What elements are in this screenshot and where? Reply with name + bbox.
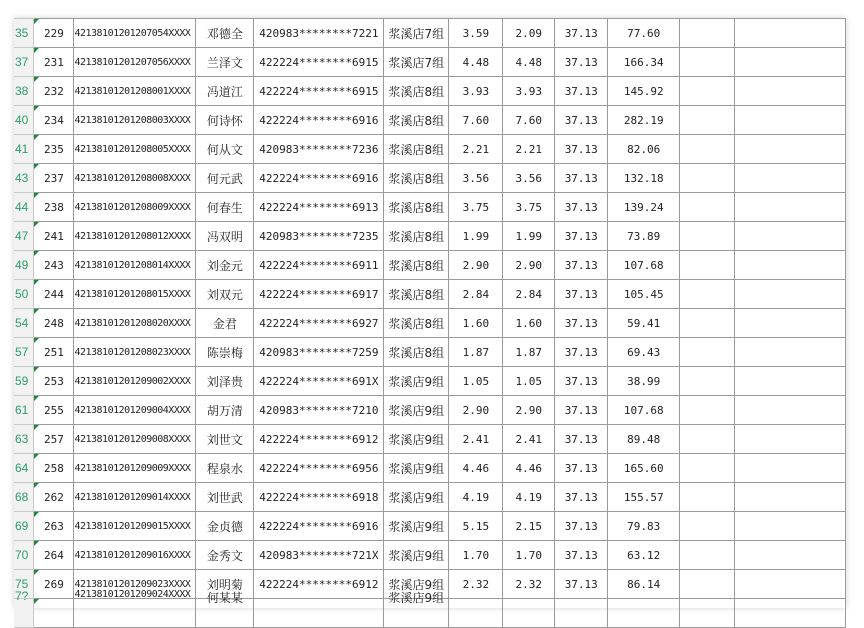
code-cell[interactable]: 42138101201208023XXXX: [74, 338, 196, 367]
id-number-cell[interactable]: 422224********6915: [254, 77, 384, 106]
group-cell[interactable]: 浆溪店8组: [384, 222, 449, 251]
group-cell[interactable]: 浆溪店8组: [384, 77, 449, 106]
empty-cell[interactable]: [680, 599, 735, 628]
value-c-cell[interactable]: 37.13: [555, 19, 608, 48]
row-number[interactable]: 43: [14, 164, 34, 193]
empty-cell[interactable]: [735, 135, 846, 164]
value-b-cell[interactable]: 1.87: [503, 338, 555, 367]
empty-cell[interactable]: [735, 541, 846, 570]
name-cell[interactable]: 刘金元: [196, 251, 254, 280]
empty-cell[interactable]: [735, 599, 846, 628]
id-number-cell[interactable]: 422224********6917: [254, 280, 384, 309]
empty-cell[interactable]: [735, 164, 846, 193]
table-row: [14, 512, 846, 541]
empty-cell[interactable]: [735, 280, 846, 309]
table-row: [14, 164, 846, 193]
value-d-cell[interactable]: 59.41: [608, 309, 680, 338]
id-number-cell[interactable]: 420983********7235: [254, 222, 384, 251]
index-cell[interactable]: 257: [34, 425, 74, 454]
name-cell[interactable]: 金贞德: [196, 512, 254, 541]
value-a-cell[interactable]: 2.84: [449, 280, 503, 309]
empty-cell[interactable]: [680, 106, 735, 135]
index-cell[interactable]: 237: [34, 164, 74, 193]
id-number-cell[interactable]: 422224********6916: [254, 512, 384, 541]
code-cell[interactable]: 42138101201209008XXXX: [74, 425, 196, 454]
value-b-cell[interactable]: 2.15: [503, 512, 555, 541]
value-a-cell[interactable]: 1.99: [449, 222, 503, 251]
empty-cell[interactable]: [735, 222, 846, 251]
group-cell[interactable]: 浆溪店9组: [384, 367, 449, 396]
empty-cell[interactable]: [680, 222, 735, 251]
row-number[interactable]: 75: [14, 570, 34, 599]
id-number-cell[interactable]: 420983********7236: [254, 135, 384, 164]
index-cell[interactable]: 243: [34, 251, 74, 280]
value-a-cell[interactable]: 7.60: [449, 106, 503, 135]
group-cell[interactable]: 浆溪店8组: [384, 338, 449, 367]
name-cell[interactable]: 兰泽文: [196, 48, 254, 77]
code-cell[interactable]: [74, 589, 196, 628]
index-cell[interactable]: 235: [34, 135, 74, 164]
value-a-cell[interactable]: 1.60: [449, 309, 503, 338]
value-d-cell[interactable]: 63.12: [608, 541, 680, 570]
value-d-cell[interactable]: 38.99: [608, 367, 680, 396]
value-d-cell[interactable]: 132.18: [608, 164, 680, 193]
row-number[interactable]: 37: [14, 48, 34, 77]
value-a-cell[interactable]: 3.93: [449, 77, 503, 106]
name-cell[interactable]: 何春生: [196, 193, 254, 222]
empty-cell[interactable]: [680, 135, 735, 164]
row-number[interactable]: 61: [14, 396, 34, 425]
index-cell[interactable]: 253: [34, 367, 74, 396]
empty-cell[interactable]: [680, 541, 735, 570]
value-d-cell[interactable]: 86.14: [608, 570, 680, 599]
empty-cell[interactable]: [680, 19, 735, 48]
name-cell-text: 何某某: [206, 591, 243, 605]
empty-cell[interactable]: [680, 338, 735, 367]
value-b-cell[interactable]: 1.99: [503, 222, 555, 251]
id-number-cell[interactable]: 422224********6912: [254, 570, 384, 599]
code-cell[interactable]: 42138101201209004XXXX: [74, 396, 196, 425]
row-number[interactable]: 50: [14, 280, 34, 309]
name-cell[interactable]: 何元武: [196, 164, 254, 193]
value-a-cell[interactable]: 1.87: [449, 338, 503, 367]
empty-cell[interactable]: [735, 454, 846, 483]
value-a-cell[interactable]: 3.59: [449, 19, 503, 48]
table-row: [14, 106, 846, 135]
value-d-cell[interactable]: 73.89: [608, 222, 680, 251]
value-a-cell[interactable]: 2.32: [449, 570, 503, 599]
row-number[interactable]: 41: [14, 135, 34, 164]
id-number-cell[interactable]: 422224********6913: [254, 193, 384, 222]
group-cell[interactable]: 浆溪店9组: [384, 570, 449, 599]
code-cell[interactable]: 42138101201208008XXXX: [74, 164, 196, 193]
empty-cell[interactable]: [735, 425, 846, 454]
empty-cell[interactable]: [735, 77, 846, 106]
name-cell[interactable]: 刘泽贵: [196, 367, 254, 396]
code-cell[interactable]: 42138101201208015XXXX: [74, 280, 196, 309]
value-b-cell[interactable]: [503, 599, 555, 628]
group-cell[interactable]: 浆溪店8组: [384, 106, 449, 135]
code-cell[interactable]: 42138101201209015XXXX: [74, 512, 196, 541]
code-cell[interactable]: 42138101201209014XXXX: [74, 483, 196, 512]
empty-cell[interactable]: [735, 512, 846, 541]
index-cell[interactable]: 234: [34, 106, 74, 135]
table-row: [14, 135, 846, 164]
id-number-cell[interactable]: 422224********6915: [254, 48, 384, 77]
id-number-cell[interactable]: 420983********7221: [254, 19, 384, 48]
row-number-text: 7?: [15, 589, 29, 603]
empty-cell[interactable]: [735, 396, 846, 425]
empty-cell[interactable]: [735, 570, 846, 599]
value-c-cell[interactable]: 37.13: [555, 570, 608, 599]
empty-cell[interactable]: [680, 280, 735, 309]
code-cell[interactable]: 42138101201209002XXXX: [74, 367, 196, 396]
id-number-cell[interactable]: 420983********7259: [254, 338, 384, 367]
group-cell[interactable]: 浆溪店8组: [384, 280, 449, 309]
name-cell[interactable]: [196, 591, 254, 628]
index-cell[interactable]: 258: [34, 454, 74, 483]
table-row: [14, 454, 846, 483]
group-cell[interactable]: 浆溪店9组: [384, 454, 449, 483]
value-d-cell[interactable]: [608, 599, 680, 628]
table-row: [14, 396, 846, 425]
table-row: [14, 251, 846, 280]
id-number-cell[interactable]: 422224********6956: [254, 454, 384, 483]
value-a-cell[interactable]: 5.15: [449, 512, 503, 541]
value-d-cell[interactable]: 105.45: [608, 280, 680, 309]
name-cell[interactable]: 刘世武: [196, 483, 254, 512]
table-row: [14, 193, 846, 222]
value-a-cell[interactable]: 4.48: [449, 48, 503, 77]
index-cell[interactable]: 264: [34, 541, 74, 570]
value-b-cell[interactable]: 2.09: [503, 19, 555, 48]
empty-cell[interactable]: [735, 367, 846, 396]
value-d-cell[interactable]: 166.34: [608, 48, 680, 77]
code-cell[interactable]: 42138101201208005XXXX: [74, 135, 196, 164]
row-number[interactable]: [14, 589, 34, 628]
name-cell[interactable]: 刘双元: [196, 280, 254, 309]
value-c-cell[interactable]: [555, 599, 608, 628]
value-c-cell[interactable]: 37.13: [555, 454, 608, 483]
code-cell[interactable]: 42138101201209016XXXX: [74, 541, 196, 570]
table-row: [14, 367, 846, 396]
index-cell[interactable]: 232: [34, 77, 74, 106]
group-cell[interactable]: 浆溪店8组: [384, 135, 449, 164]
value-d-cell[interactable]: 82.06: [608, 135, 680, 164]
row-number[interactable]: 44: [14, 193, 34, 222]
id-number-cell[interactable]: 422224********691X: [254, 367, 384, 396]
empty-cell[interactable]: [735, 309, 846, 338]
value-d-cell[interactable]: 107.68: [608, 396, 680, 425]
table-row: [14, 77, 846, 106]
row-number[interactable]: 35: [14, 19, 34, 48]
row-number[interactable]: 70: [14, 541, 34, 570]
value-c-cell[interactable]: 37.13: [555, 280, 608, 309]
value-a-cell[interactable]: 2.90: [449, 396, 503, 425]
spreadsheet: [14, 18, 846, 608]
value-c-cell[interactable]: 37.13: [555, 338, 608, 367]
value-b-cell[interactable]: 2.32: [503, 570, 555, 599]
name-cell[interactable]: 冯道江: [196, 77, 254, 106]
index-cell[interactable]: 263: [34, 512, 74, 541]
value-d-cell[interactable]: 77.60: [608, 19, 680, 48]
name-cell[interactable]: 程泉水: [196, 454, 254, 483]
code-cell[interactable]: 42138101201209009XXXX: [74, 454, 196, 483]
row-number[interactable]: 38: [14, 77, 34, 106]
value-a-cell[interactable]: 1.05: [449, 367, 503, 396]
group-cell[interactable]: 浆溪店9组: [384, 396, 449, 425]
value-b-cell[interactable]: 1.60: [503, 309, 555, 338]
index-cell[interactable]: 231: [34, 48, 74, 77]
code-cell[interactable]: 42138101201207056XXXX: [74, 48, 196, 77]
value-b-cell[interactable]: 4.19: [503, 483, 555, 512]
value-c-cell[interactable]: 37.13: [555, 164, 608, 193]
name-cell[interactable]: 何诗怀: [196, 106, 254, 135]
value-d-cell[interactable]: 79.83: [608, 512, 680, 541]
value-b-cell[interactable]: 1.70: [503, 541, 555, 570]
data-table: [14, 18, 846, 628]
index-cell[interactable]: 238: [34, 193, 74, 222]
empty-cell[interactable]: [735, 19, 846, 48]
row-number[interactable]: 64: [14, 454, 34, 483]
value-b-cell[interactable]: 7.60: [503, 106, 555, 135]
value-d-cell[interactable]: 107.68: [608, 251, 680, 280]
table-row: [14, 48, 846, 77]
value-d-cell[interactable]: 282.19: [608, 106, 680, 135]
value-b-cell[interactable]: 1.05: [503, 367, 555, 396]
empty-cell[interactable]: [735, 483, 846, 512]
value-c-cell[interactable]: 37.13: [555, 367, 608, 396]
value-a-cell[interactable]: 3.75: [449, 193, 503, 222]
index-cell[interactable]: 255: [34, 396, 74, 425]
name-cell[interactable]: 刘明菊: [196, 570, 254, 599]
value-c-cell[interactable]: 37.13: [555, 425, 608, 454]
empty-cell[interactable]: [680, 77, 735, 106]
row-number[interactable]: 49: [14, 251, 34, 280]
id-number-cell[interactable]: 422224********6916: [254, 164, 384, 193]
id-number-cell[interactable]: 420983********721X: [254, 541, 384, 570]
value-a-cell[interactable]: 4.46: [449, 454, 503, 483]
empty-cell[interactable]: [680, 570, 735, 599]
empty-cell[interactable]: [680, 512, 735, 541]
value-c-cell[interactable]: 37.13: [555, 193, 608, 222]
value-c-cell[interactable]: 37.13: [555, 512, 608, 541]
table-row: [14, 19, 846, 48]
table-row: [14, 280, 846, 309]
value-c-cell[interactable]: 37.13: [555, 541, 608, 570]
id-number-cell[interactable]: [254, 599, 384, 628]
value-b-cell[interactable]: 4.48: [503, 48, 555, 77]
code-cell[interactable]: 42138101201208009XXXX: [74, 193, 196, 222]
name-cell[interactable]: 金秀文: [196, 541, 254, 570]
empty-cell[interactable]: [680, 164, 735, 193]
name-cell[interactable]: 邓德全: [196, 19, 254, 48]
id-number-cell[interactable]: 422224********6927: [254, 309, 384, 338]
id-number-cell[interactable]: 422224********6912: [254, 425, 384, 454]
value-a-cell[interactable]: [449, 599, 503, 628]
group-cell[interactable]: 浆溪店7组: [384, 19, 449, 48]
table-row: [14, 541, 846, 570]
empty-cell[interactable]: [680, 251, 735, 280]
group-cell[interactable]: 浆溪店8组: [384, 251, 449, 280]
row-number[interactable]: 63: [14, 425, 34, 454]
index-cell[interactable]: 269: [34, 570, 74, 599]
id-number-cell[interactable]: 422224********6918: [254, 483, 384, 512]
value-b-cell[interactable]: 3.75: [503, 193, 555, 222]
id-number-cell[interactable]: 420983********7210: [254, 396, 384, 425]
code-cell[interactable]: 42138101201207054XXXX: [74, 19, 196, 48]
empty-cell[interactable]: [680, 396, 735, 425]
code-cell-text: 42138101201209024XXXX: [74, 589, 191, 600]
value-b-cell[interactable]: 2.90: [503, 251, 555, 280]
value-d-cell[interactable]: 139.24: [608, 193, 680, 222]
index-cell[interactable]: 241: [34, 222, 74, 251]
row-number[interactable]: 57: [14, 338, 34, 367]
group-cell[interactable]: 浆溪店8组: [384, 309, 449, 338]
name-cell[interactable]: 胡万清: [196, 396, 254, 425]
value-a-cell[interactable]: 1.70: [449, 541, 503, 570]
row-number[interactable]: 59: [14, 367, 34, 396]
row-number[interactable]: 68: [14, 483, 34, 512]
value-c-cell[interactable]: 37.13: [555, 48, 608, 77]
value-d-cell[interactable]: 145.92: [608, 77, 680, 106]
group-cell[interactable]: 浆溪店9组: [384, 512, 449, 541]
group-cell[interactable]: 浆溪店8组: [384, 193, 449, 222]
table-row: [14, 483, 846, 512]
value-c-cell[interactable]: 37.13: [555, 135, 608, 164]
empty-cell[interactable]: [680, 367, 735, 396]
name-cell[interactable]: 何从文: [196, 135, 254, 164]
value-c-cell[interactable]: 37.13: [555, 309, 608, 338]
value-b-cell[interactable]: 3.56: [503, 164, 555, 193]
name-cell[interactable]: 冯双明: [196, 222, 254, 251]
row-number[interactable]: 69: [14, 512, 34, 541]
empty-cell[interactable]: [735, 338, 846, 367]
table-row: [14, 425, 846, 454]
value-c-cell[interactable]: 37.13: [555, 396, 608, 425]
index-cell[interactable]: 244: [34, 280, 74, 309]
code-cell[interactable]: 42138101201208003XXXX: [74, 106, 196, 135]
name-cell[interactable]: 刘世文: [196, 425, 254, 454]
value-a-cell[interactable]: 2.90: [449, 251, 503, 280]
value-c-cell[interactable]: 37.13: [555, 483, 608, 512]
value-d-cell[interactable]: 69.43: [608, 338, 680, 367]
empty-cell[interactable]: [680, 193, 735, 222]
id-number-cell[interactable]: 422224********6916: [254, 106, 384, 135]
value-d-cell[interactable]: 165.60: [608, 454, 680, 483]
row-number[interactable]: 54: [14, 309, 34, 338]
value-c-cell[interactable]: 37.13: [555, 106, 608, 135]
index-cell[interactable]: [34, 599, 74, 628]
empty-cell[interactable]: [680, 483, 735, 512]
code-cell[interactable]: 42138101201208012XXXX: [74, 222, 196, 251]
group-cell[interactable]: 浆溪店9组: [384, 483, 449, 512]
empty-cell[interactable]: [680, 48, 735, 77]
group-cell[interactable]: 浆溪店7组: [384, 48, 449, 77]
index-cell[interactable]: 251: [34, 338, 74, 367]
name-cell[interactable]: 陈崇梅: [196, 338, 254, 367]
code-cell[interactable]: 42138101201209023XXXX: [74, 570, 196, 599]
empty-cell[interactable]: [735, 193, 846, 222]
group-cell[interactable]: 浆溪店9组: [384, 425, 449, 454]
code-cell[interactable]: 42138101201208001XXXX: [74, 77, 196, 106]
name-cell[interactable]: 金君: [196, 309, 254, 338]
value-d-cell[interactable]: 155.57: [608, 483, 680, 512]
value-a-cell[interactable]: 4.19: [449, 483, 503, 512]
empty-cell[interactable]: [680, 454, 735, 483]
row-number[interactable]: 47: [14, 222, 34, 251]
value-d-cell[interactable]: 89.48: [608, 425, 680, 454]
id-number-cell[interactable]: 422224********6911: [254, 251, 384, 280]
value-c-cell[interactable]: 37.13: [555, 77, 608, 106]
empty-cell[interactable]: [735, 251, 846, 280]
group-cell[interactable]: 浆溪店9组: [384, 541, 449, 570]
group-cell[interactable]: [384, 591, 449, 628]
index-cell[interactable]: 248: [34, 309, 74, 338]
value-b-cell[interactable]: 2.90: [503, 396, 555, 425]
table-row-partial: [14, 599, 846, 628]
value-b-cell[interactable]: 2.84: [503, 280, 555, 309]
table-body: [14, 19, 846, 628]
index-cell[interactable]: 229: [34, 19, 74, 48]
empty-cell[interactable]: [735, 48, 846, 77]
value-b-cell[interactable]: 2.41: [503, 425, 555, 454]
table-row: [14, 309, 846, 338]
code-cell[interactable]: 42138101201208020XXXX: [74, 309, 196, 338]
value-a-cell[interactable]: 2.21: [449, 135, 503, 164]
row-number[interactable]: 40: [14, 106, 34, 135]
table-row: [14, 222, 846, 251]
group-cell-text: 浆溪店9组: [388, 591, 445, 605]
value-b-cell[interactable]: 3.93: [503, 77, 555, 106]
value-b-cell[interactable]: 2.21: [503, 135, 555, 164]
value-a-cell[interactable]: 3.56: [449, 164, 503, 193]
code-cell[interactable]: 42138101201208014XXXX: [74, 251, 196, 280]
empty-cell[interactable]: [735, 106, 846, 135]
table-row: [14, 338, 846, 367]
value-c-cell[interactable]: 37.13: [555, 251, 608, 280]
value-a-cell[interactable]: 2.41: [449, 425, 503, 454]
empty-cell[interactable]: [680, 425, 735, 454]
empty-cell[interactable]: [680, 309, 735, 338]
index-cell[interactable]: 262: [34, 483, 74, 512]
group-cell[interactable]: 浆溪店8组: [384, 164, 449, 193]
value-b-cell[interactable]: 4.46: [503, 454, 555, 483]
value-c-cell[interactable]: 37.13: [555, 222, 608, 251]
